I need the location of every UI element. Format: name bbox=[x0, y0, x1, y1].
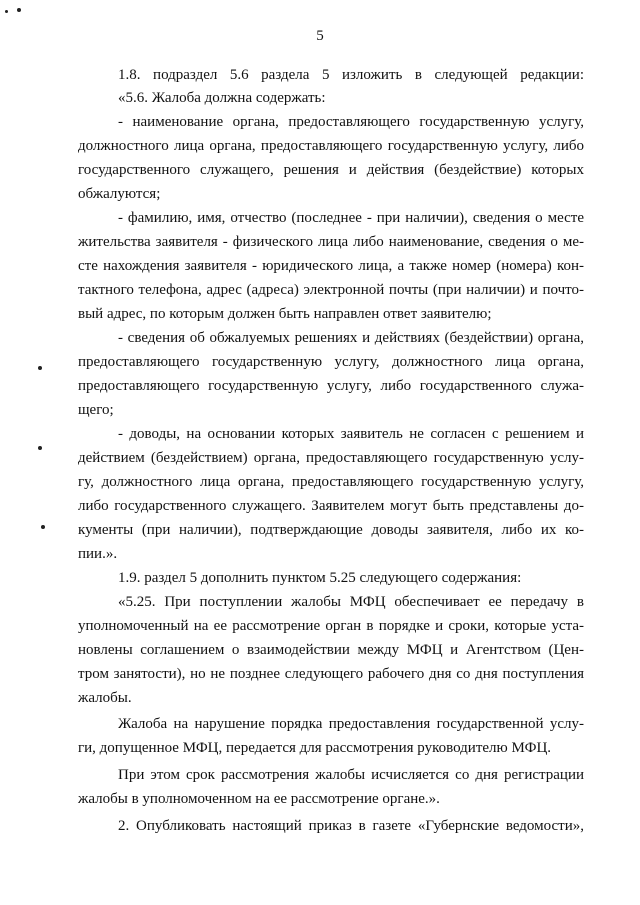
text-line: «5.6. Жалоба должна содержать: bbox=[118, 90, 326, 106]
text-line: - сведения об обжалуемых решениях и действиях (бездействии) органа, bbox=[118, 330, 584, 346]
text-line: ги, допущенное МФЦ, передается для рассмотрения руководителю МФЦ. bbox=[78, 740, 552, 756]
text-line: 1.9. раздел 5 дополнить пунктом 5.25 следующего содержания: bbox=[118, 570, 522, 586]
text-line: предоставляющего государственную услугу, должностного лица органа, bbox=[78, 354, 584, 370]
text-line: 2. Опубликовать настоящий приказ в газете «Губернские ведомости», bbox=[118, 818, 584, 834]
text-line: При этом срок рассмотрения жалобы исчисляется со дня регистрации bbox=[118, 767, 584, 783]
text-line: вый адрес, по которым должен быть направлен ответ заявителю; bbox=[78, 306, 492, 322]
text-line: либо государственного служащего. Заявителем могут быть представлены до- bbox=[78, 498, 584, 514]
text-line: «5.25. При поступлении жалобы МФЦ обеспечивает ее передачу в bbox=[118, 594, 584, 610]
text-line: уполномоченный на ее рассмотрение орган в порядке и сроки, которые уста- bbox=[78, 618, 584, 634]
text-line: должностного лица органа, предоставляющего государственную услугу, либо bbox=[78, 138, 584, 154]
text-line: щего; bbox=[78, 402, 114, 418]
text-line: гу, должностного лица органа, предоставляющего государственную услугу, bbox=[78, 474, 584, 490]
scan-speck bbox=[41, 525, 45, 529]
scan-speck bbox=[5, 10, 8, 13]
scan-speck bbox=[38, 366, 42, 370]
text-line: 1.8. подраздел 5.6 раздела 5 изложить в следующей редакции: bbox=[118, 67, 584, 83]
text-line: новлены соглашением о взаимодействии между МФЦ и Агентством (Цен- bbox=[78, 642, 584, 658]
text-line: Жалоба на нарушение порядка предоставления государственной услу- bbox=[118, 716, 584, 732]
text-line: жалобы. bbox=[78, 690, 132, 706]
text-line: пии.». bbox=[78, 546, 118, 562]
text-line: тром занятости), но не позднее следующего рабочего дня со дня поступления bbox=[78, 666, 584, 682]
text-line: предоставляющего государственную услугу, либо государственного служа- bbox=[78, 378, 584, 394]
text-line: тактного телефона, адрес (адреса) электронной почты (при наличии) и почто- bbox=[78, 282, 584, 298]
text-line: - фамилию, имя, отчество (последнее - при наличии), сведения о месте bbox=[118, 210, 584, 226]
text-line: жительства заявителя - физического лица либо наименование, сведения о ме- bbox=[78, 234, 584, 250]
text-line: действием (бездействием) органа, предоставляющего государственную услу- bbox=[78, 450, 584, 466]
text-line: - доводы, на основании которых заявитель не согласен с решением и bbox=[118, 426, 584, 442]
scan-speck bbox=[38, 446, 42, 450]
text-line: государственного служащего, решения и действия (бездействие) которых bbox=[78, 162, 584, 178]
text-line: сте нахождения заявителя - юридического лица, а также номер (номера) кон- bbox=[78, 258, 584, 274]
text-line: жалобы в уполномоченном на ее рассмотрение органе.». bbox=[78, 791, 440, 807]
page-number: 5 bbox=[316, 28, 324, 44]
text-line: обжалуются; bbox=[78, 186, 161, 202]
scan-speck bbox=[17, 8, 21, 12]
text-line: кументы (при наличии), подтверждающие доводы заявителя, либо их ко- bbox=[78, 522, 584, 538]
text-line: - наименование органа, предоставляющего государственную услугу, bbox=[118, 114, 584, 130]
